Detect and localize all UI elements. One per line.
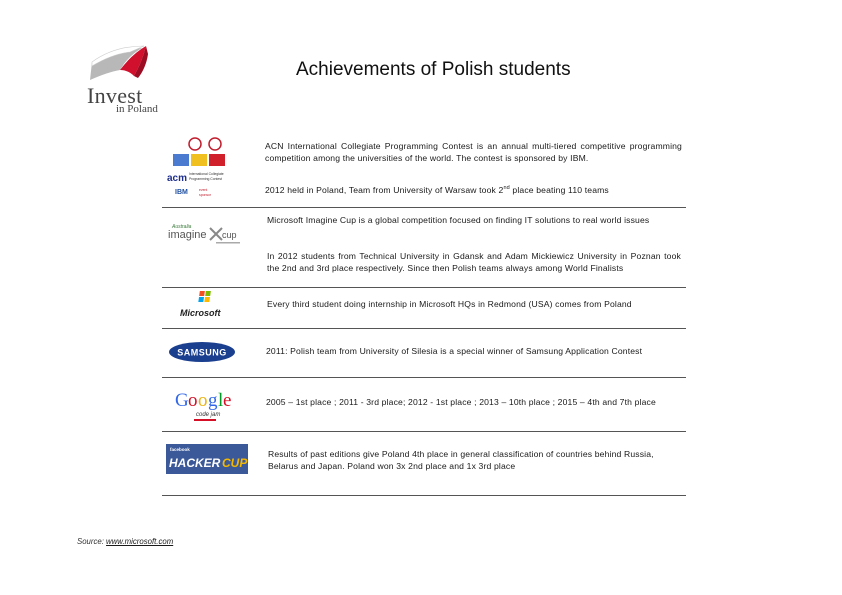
svg-text:o: o [188,390,198,411]
svg-text:HACKER: HACKER [169,456,221,470]
svg-text:Microsoft: Microsoft [180,308,221,318]
row-divider [162,431,686,432]
svg-text:event: event [199,188,208,192]
svg-text:CUP: CUP [222,456,248,470]
svg-text:sponsor: sponsor [199,193,212,197]
imagine-cup-description: Microsoft Imagine Cup is a global competition focused on finding IT solutions to real world issues [267,215,650,225]
svg-text:g: g [208,390,218,411]
row-divider [162,207,686,208]
imagine-cup-result: In 2012 students from Technical University in Gdansk and Adam Mickiewicz University in Poznan took the 2nd and 3rd place respectively. Since then Polish teams always among World Finalists [267,251,681,273]
svg-text:SAMSUNG: SAMSUNG [177,347,227,358]
acm-description: ACN International Collegiate Programming Contest is an annual multi-tiered competitive programming competition among the universities of the world. The contest is sponsored by IBM. [265,141,682,163]
microsoft-logo [178,290,234,320]
facebook-hacker-cup-logo [166,444,248,474]
row-divider [162,328,686,329]
samsung-description: 2011: Polish team from University of Silesia is a special winner of Samsung Application Contest [266,346,643,356]
svg-text:International Collegiate: International Collegiate [189,172,224,176]
acm-result: 2012 held in Poland, Team from University of Warsaw took 2nd place beating 110 teams [265,184,609,195]
row-divider [162,287,686,288]
google-code-jam-logo [174,388,238,424]
svg-text:facebook: facebook [170,447,190,452]
svg-text:imagine: imagine [168,229,207,241]
svg-text:code jam: code jam [196,412,221,418]
svg-text:G: G [175,390,189,411]
source-label: Source: [77,537,104,546]
acm-logo-text: acm [167,173,188,184]
microsoft-description: Every third student doing internship in Microsoft HQs in Redmond (USA) comes from Poland [267,299,632,309]
svg-text:cup: cup [222,230,237,240]
svg-text:Australia: Australia [172,224,192,230]
logo-word: Invest [87,83,143,108]
page-title: Achievements of Polish students [296,59,571,80]
row-divider [162,377,686,378]
logo-ribbon-icon [80,40,170,88]
svg-text:l: l [218,390,224,411]
imagine-cup-logo [166,220,242,246]
hacker-cup-description: Results of past editions give Poland 4th place in general classification of countries behind Russia, Belarus and Japan. Poland won 3x 2nd place and 1x 3rd place [268,449,654,471]
samsung-logo [168,340,236,364]
logo-subtitle: in Poland [116,103,158,115]
ibm-logo-text: IBM [175,189,188,196]
svg-text:o: o [198,390,208,411]
svg-text:e: e [223,390,232,411]
svg-text:Programming Contest: Programming Contest [189,177,222,181]
source-note [77,537,173,546]
acm-icpc-logo [165,136,245,200]
invest-in-poland-logo [80,40,170,120]
source-link[interactable]: www.microsoft.com [106,537,174,546]
row-divider [162,495,686,496]
google-code-jam-description: 2005 – 1st place ; 2011 - 3rd place; 2012 - 1st place ; 2013 – 10th place ; 2015 – 4th and 7th place [266,397,656,407]
